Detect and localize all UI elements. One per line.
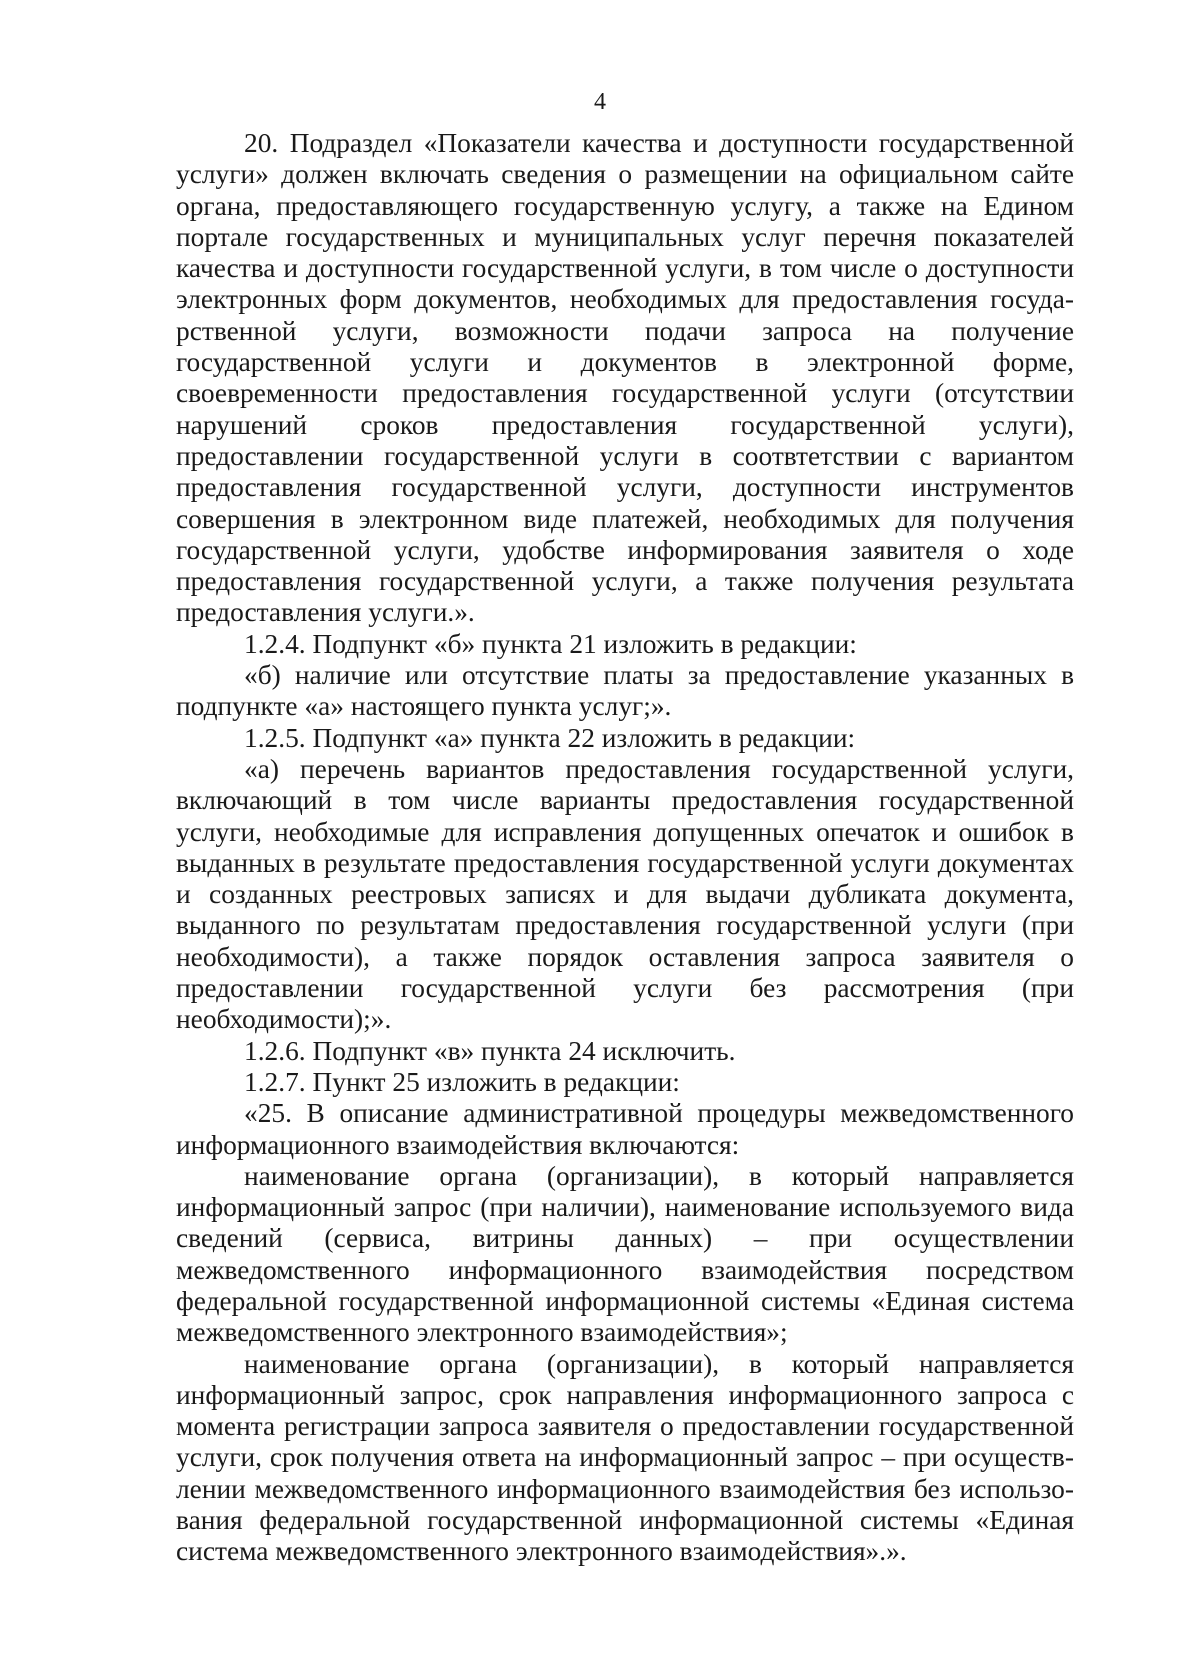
paragraph-subitem-a: «а) перечень вариантов предоставления государственной услуги, включающий в том числе варианты предоставления государственной услуги, необходимые для исправления допущенных опечаток и ошибок в выданных в результате предоставления государственной услуги документах и созданных реестровых записях и для выдачи дубликата документа, выданного по результатам предоставления государственной услуги (при необходимости), а также порядок оставления запроса заявителя о предоставлении государственной услуги без рассмотрения (при необходимости);». xyxy=(176,753,1074,1035)
paragraph-amendment-1-2-6: 1.2.6. Подпункт «в» пункта 24 исключить. xyxy=(244,1035,736,1066)
paragraph-amendment-1-2-4: 1.2.4. Подпункт «б» пункта 21 изложить в редакции: xyxy=(244,628,857,659)
paragraph-item-25: «25. В описание административной процедуры межведомственного информационного взаимодействия включаются: xyxy=(176,1098,1074,1160)
paragraph-list-entry-1: наименование органа (организации), в который направляется информационный запрос (при наличии), наименование используемого вида сведений (сервиса, витрины данных) – при осуществлении межведомственного информационного взаимодействия посредством федеральной государственной информационной системы «Единая система межведомственного электронного взаимодействия»; xyxy=(176,1160,1074,1348)
document-body xyxy=(176,128,1074,1568)
paragraph-amendment-1-2-7: 1.2.7. Пункт 25 изложить в редакции: xyxy=(244,1066,680,1097)
paragraph-list-entry-2: наименование органа (организации), в который направляется информационный запрос, срок направления информационного запроса с момента регистрации запроса заявителя о предоставлении государственной услуги, срок получения ответа на информационный запрос – при осуществлении межведомственного информационного взаимодействия без использования федеральной государственной информационной системы «Единая система межведомственного электронного взаимодействия».». xyxy=(176,1348,1074,1567)
paragraph-subitem-b: «б) наличие или отсутствие платы за предоставление указанных в подпункте «а» настоящего пункта услуг;». xyxy=(176,660,1074,722)
paragraph-item-20: 20. Подраздел «Показатели качества и доступности государственной услуги» должен включать сведения о размещении на официальном сайте органа, предоставляющего государственную услугу, а также на Едином портале государственных и муниципальных услуг перечня показателей качества и доступности государственной услуги, в том числе о доступности электронных форм документов, необходимых для предоставления государственной услуги, возможности подачи запроса на получение государственной услуги и документов в электронной форме, своевременности предоставления государственной услуги (отсутствии нарушений сроков предоставления государственной услуги), предоставлении государственной услуги в соотвтетствии с вариантом предоставления государственной услуги, доступности инструментов совершения в электронном виде платежей, необходимых для получения государственной услуги, удобстве информирования заявителя о ходе предоставления государственной услуги, а также получения результата предоставления услуги.». xyxy=(176,128,1074,628)
page-number: 4 xyxy=(594,89,606,115)
paragraph-amendment-1-2-5: 1.2.5. Подпункт «а» пункта 22 изложить в редакции: xyxy=(244,722,856,753)
